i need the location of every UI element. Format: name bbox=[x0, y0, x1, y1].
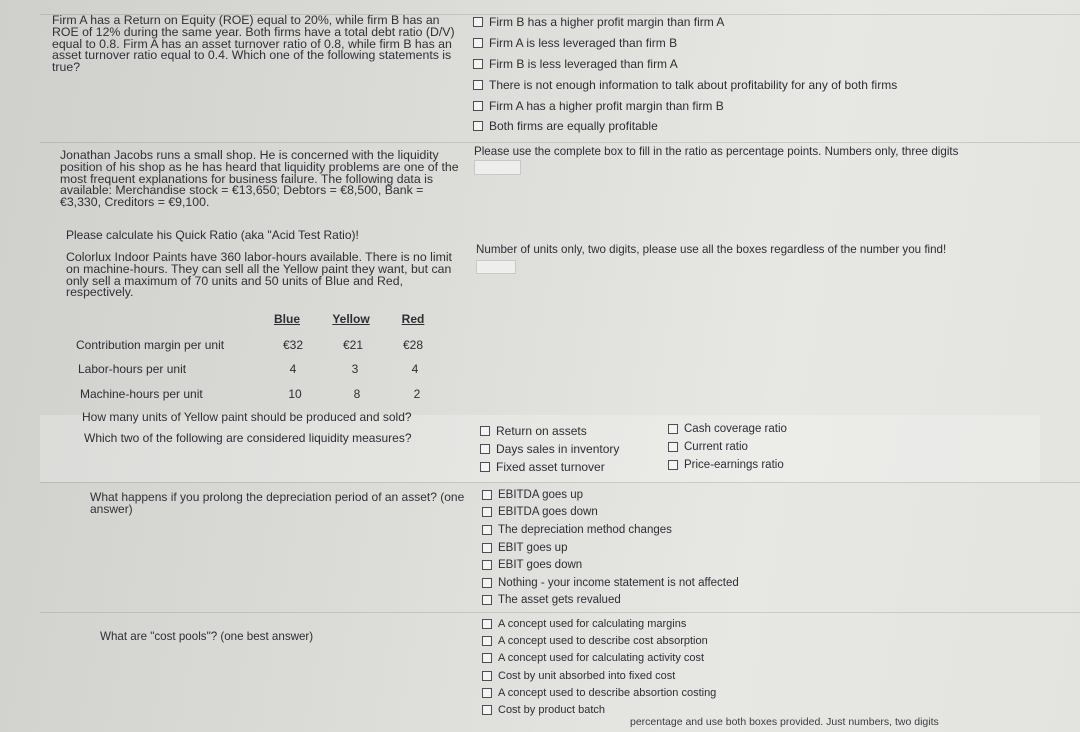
option-label: Firm A is less leveraged than firm B bbox=[489, 36, 678, 51]
option-item[interactable] bbox=[473, 95, 897, 116]
option-item[interactable] bbox=[482, 556, 739, 574]
option-item[interactable] bbox=[482, 684, 716, 701]
checkbox[interactable] bbox=[482, 653, 492, 663]
question-sub: Please calculate his Quick Ratio (aka "Acid Test Ratio)! bbox=[66, 228, 359, 242]
options-depreciation bbox=[482, 486, 739, 609]
checkbox[interactable] bbox=[482, 705, 492, 715]
option-label: A concept used to describe cost absorption bbox=[498, 634, 708, 647]
cell: 2 bbox=[413, 387, 421, 401]
question-text: Firm A has a Return on Equity (ROE) equal to 20%, while firm B has an ROE of 12% during the same year. Both firms have a total debt ratio (D/V) equal to 0.8. Firm A has an asset turnover ratio of 0.8, while firm B has an asset turnover ratio equal to 0.4. Which one of the following statements is true? bbox=[52, 13, 455, 75]
option-label: Firm B is less leveraged than firm A bbox=[489, 56, 678, 71]
option-item[interactable] bbox=[482, 521, 739, 539]
checkbox[interactable] bbox=[473, 38, 483, 48]
checkbox[interactable] bbox=[482, 688, 492, 698]
checkbox[interactable] bbox=[482, 560, 492, 570]
option-item[interactable] bbox=[480, 440, 619, 458]
option-label: Firm A has a higher profit margin than firm B bbox=[489, 98, 724, 113]
option-item[interactable] bbox=[482, 504, 739, 522]
question-liquidity: Which two of the following are considered liquidity measures? bbox=[84, 431, 412, 445]
checkbox[interactable] bbox=[473, 80, 483, 90]
option-label: Cost by product batch bbox=[498, 704, 606, 717]
cell: €28 bbox=[402, 338, 424, 352]
option-label: Return on assets bbox=[496, 424, 587, 438]
checkbox[interactable] bbox=[668, 424, 678, 434]
option-label: EBIT goes down bbox=[498, 559, 583, 572]
option-label: The depreciation method changes bbox=[498, 523, 672, 536]
option-item[interactable] bbox=[473, 33, 897, 54]
checkbox[interactable] bbox=[482, 636, 492, 646]
option-label: The asset gets revalued bbox=[498, 594, 621, 607]
answer-instruction: percentage and use both boxes provided. Just numbers, two digits bbox=[630, 716, 939, 728]
question-quick-ratio bbox=[60, 150, 462, 209]
question-yellow-units: How many units of Yellow paint should be produced and sold? bbox=[82, 410, 412, 424]
option-item[interactable] bbox=[668, 420, 787, 438]
option-label: Current ratio bbox=[684, 441, 748, 453]
header-yellow: Yellow bbox=[332, 312, 370, 326]
answer-instruction: Number of units only, two digits, please use all the boxes regardless of the number you find! bbox=[476, 243, 947, 256]
cell: 8 bbox=[353, 387, 361, 401]
header-red: Red bbox=[401, 312, 425, 326]
cell: 4 bbox=[289, 362, 297, 376]
option-label: Fixed asset turnover bbox=[496, 460, 605, 474]
checkbox[interactable] bbox=[482, 525, 492, 535]
option-label: Firm B has a higher profit margin than firm A bbox=[489, 15, 725, 30]
checkbox[interactable] bbox=[482, 595, 492, 605]
option-item[interactable] bbox=[482, 486, 739, 504]
cell: 10 bbox=[288, 387, 302, 401]
checkbox[interactable] bbox=[473, 59, 483, 69]
cell: 4 bbox=[411, 362, 419, 376]
option-label: Nothing - your income statement is not affected bbox=[498, 576, 739, 589]
option-label: Both firms are equally profitable bbox=[489, 119, 658, 134]
question-firm-roe bbox=[52, 15, 464, 74]
row-label: Machine-hours per unit bbox=[80, 387, 203, 401]
checkbox[interactable] bbox=[473, 101, 483, 111]
option-item[interactable] bbox=[482, 539, 739, 557]
option-item[interactable] bbox=[482, 650, 716, 667]
checkbox[interactable] bbox=[668, 442, 678, 452]
option-label: EBITDA goes up bbox=[498, 488, 584, 501]
question-colorlux bbox=[66, 252, 461, 299]
option-item[interactable] bbox=[473, 54, 897, 75]
option-item[interactable] bbox=[482, 632, 716, 649]
option-item[interactable] bbox=[473, 12, 897, 33]
question-text: Colorlux Indoor Paints have 360 labor-hours available. There is no limit on machine-hours. They can sell all the Yellow paint they want, but can only sell a maximum of 70 units and 50 units of Blue and Red, respectively. bbox=[66, 250, 452, 300]
cell: €32 bbox=[282, 338, 304, 352]
option-label: Cost by unit absorbed into fixed cost bbox=[498, 669, 676, 682]
option-item[interactable] bbox=[482, 667, 716, 684]
option-label: EBITDA goes down bbox=[498, 506, 598, 519]
table-row bbox=[0, 338, 460, 354]
checkbox[interactable] bbox=[482, 671, 492, 681]
header-blue: Blue bbox=[273, 312, 300, 326]
cell: 3 bbox=[351, 362, 359, 376]
question-text: Jonathan Jacobs runs a small shop. He is concerned with the liquidity position of his shop as he has heard that liquidity problems are one of the most frequent explanations for business failure. The following data is available: Merchandise stock = €13,650; Debtors = €8,500, Bank = €3,330, Creditors = €9,100. bbox=[60, 148, 459, 210]
option-label: A concept used for calculating activity cost bbox=[498, 652, 705, 665]
option-item[interactable] bbox=[482, 574, 739, 592]
option-item[interactable] bbox=[668, 456, 787, 474]
option-item[interactable] bbox=[480, 458, 619, 476]
option-item[interactable] bbox=[482, 592, 739, 610]
option-item[interactable] bbox=[473, 116, 897, 137]
answer-instruction: Please use the complete box to fill in the ratio as percentage points. Numbers only, three digits bbox=[474, 145, 959, 158]
yellow-units-input[interactable] bbox=[476, 260, 516, 274]
option-item[interactable] bbox=[480, 422, 619, 440]
checkbox[interactable] bbox=[482, 507, 492, 517]
checkbox[interactable] bbox=[473, 17, 483, 27]
row-label: Labor-hours per unit bbox=[78, 362, 187, 376]
table-row bbox=[0, 387, 460, 403]
checkbox[interactable] bbox=[482, 490, 492, 500]
option-label: Cash coverage ratio bbox=[684, 423, 787, 435]
cell: €21 bbox=[342, 338, 364, 352]
table-row bbox=[0, 362, 460, 378]
checkbox[interactable] bbox=[482, 578, 492, 588]
question-text: What happens if you prolong the depreciation period of an asset? (one answer) bbox=[90, 490, 465, 516]
checkbox[interactable] bbox=[480, 462, 490, 472]
row-label: Contribution margin per unit bbox=[76, 338, 225, 352]
options-liquidity-left bbox=[480, 422, 619, 476]
option-item[interactable] bbox=[482, 615, 716, 632]
table-header bbox=[0, 312, 460, 328]
question-cost-pools: What are "cost pools"? (one best answer) bbox=[100, 630, 314, 643]
option-item[interactable] bbox=[473, 74, 897, 95]
options-liquidity-right bbox=[668, 420, 787, 474]
option-label: A concept used for calculating margins bbox=[498, 617, 687, 630]
option-item[interactable] bbox=[668, 438, 787, 456]
checkbox[interactable] bbox=[480, 426, 490, 436]
option-label: A concept used to describe absortion costing bbox=[498, 686, 717, 699]
option-label: Days sales in inventory bbox=[496, 442, 620, 456]
checkbox[interactable] bbox=[480, 444, 490, 454]
options-cost-pools bbox=[482, 615, 716, 719]
option-label: There is not enough information to talk about profitability for any of both firms bbox=[489, 77, 898, 92]
options-firm-roe bbox=[473, 12, 897, 137]
checkbox[interactable] bbox=[668, 460, 678, 470]
option-label: Price-earnings ratio bbox=[684, 459, 784, 471]
question-depreciation bbox=[90, 492, 475, 516]
option-label: EBIT goes up bbox=[498, 541, 568, 554]
checkbox[interactable] bbox=[482, 619, 492, 629]
quick-ratio-input[interactable] bbox=[474, 160, 521, 175]
checkbox[interactable] bbox=[482, 543, 492, 553]
checkbox[interactable] bbox=[473, 121, 483, 131]
